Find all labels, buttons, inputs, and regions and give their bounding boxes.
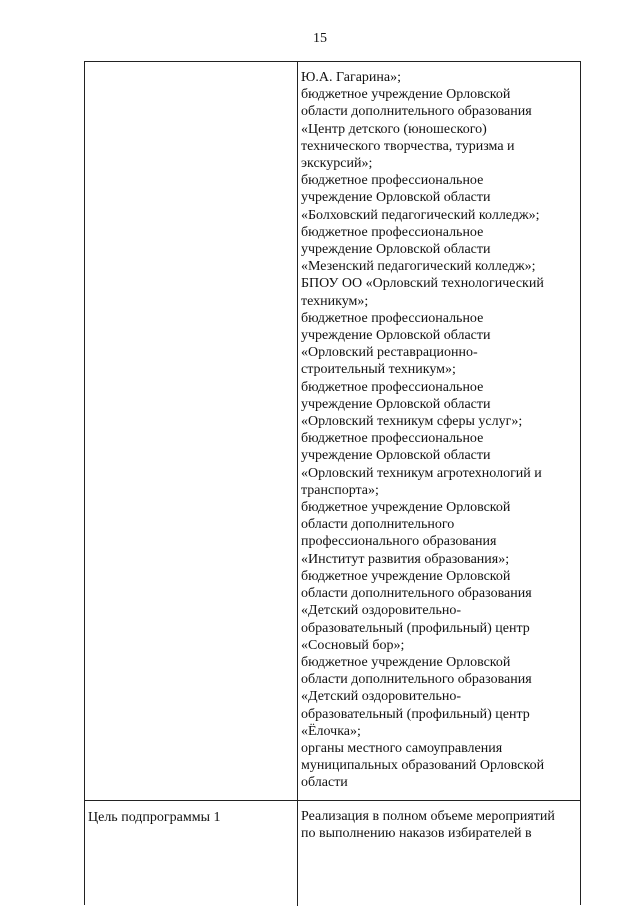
column-divider: [297, 62, 298, 800]
table-row: [85, 801, 580, 906]
text-line: бюджетное учреждение Орловской: [301, 500, 511, 516]
text-line: «Орловский техникум агротехнологий и: [301, 465, 542, 481]
text-line: области дополнительного образования: [301, 586, 532, 602]
text-line: «Институт развития образования»;: [301, 551, 510, 567]
text-line: области: [301, 775, 348, 791]
text-line: бюджетное профессиональное: [301, 431, 484, 447]
text-line: «Детский оздоровительно-: [301, 689, 462, 705]
text-line: муниципальных образований Орловской: [301, 758, 545, 774]
text-line: «Орловский техникум сферы услуг»;: [301, 414, 523, 430]
text-line: учреждение Орловской области: [301, 242, 491, 258]
text-line: по выполнению наказов избирателей в: [301, 826, 532, 842]
text-line: «Орловский реставрационно-: [301, 345, 478, 361]
text-line: бюджетное профессиональное: [301, 224, 484, 240]
text-line: технического творчества, туризма и: [301, 138, 515, 154]
text-line: области дополнительного: [301, 517, 455, 533]
text-line: «Детский оздоровительно-: [301, 603, 462, 619]
text-line: образовательный (профильный) центр: [301, 620, 530, 636]
text-line: бюджетное профессиональное: [301, 310, 484, 326]
program-table: [84, 61, 581, 905]
text-line: техникум»;: [301, 293, 369, 309]
text-line: «Сосновый бор»;: [301, 637, 405, 653]
text-line: «Ёлочка»;: [301, 723, 361, 739]
participants-cell: [301, 69, 577, 792]
text-line: Реализация в полном объеме мероприятий: [301, 809, 555, 824]
text-line: бюджетное профессиональное: [301, 173, 484, 189]
text-line: бюджетное учреждение Орловской: [301, 87, 511, 103]
text-line: строительный техникум»;: [301, 362, 456, 378]
text-line: транспорта»;: [301, 482, 379, 498]
text-line: области дополнительного образования: [301, 672, 532, 688]
subprogram-goal-label: Цель подпрограммы 1: [88, 810, 221, 825]
column-divider: [297, 801, 298, 906]
text-line: «Мезенский педагогический колледж»;: [301, 259, 536, 275]
text-line: учреждение Орловской области: [301, 328, 491, 344]
subprogram-goal-text: [301, 808, 577, 842]
text-line: учреждение Орловской области: [301, 448, 491, 464]
text-line: образовательный (профильный) центр: [301, 706, 530, 722]
table-row: [85, 62, 580, 801]
text-line: БПОУ ОО «Орловский технологический: [301, 276, 544, 292]
text-line: области дополнительного образования: [301, 104, 532, 120]
text-line: «Центр детского (юношеского): [301, 121, 487, 137]
text-line: бюджетное учреждение Орловской: [301, 654, 511, 670]
text-line: Ю.А. Гагарина»;: [301, 70, 402, 85]
text-line: «Болховский педагогический колледж»;: [301, 207, 540, 223]
text-line: учреждение Орловской области: [301, 396, 491, 412]
text-line: профессионального образования: [301, 534, 497, 550]
text-line: бюджетное учреждение Орловской: [301, 568, 511, 584]
text-line: органы местного самоуправления: [301, 740, 503, 756]
text-line: экскурсий»;: [301, 156, 373, 172]
text-line: бюджетное профессиональное: [301, 379, 484, 395]
page-number: 15: [313, 31, 327, 46]
text-line: учреждение Орловской области: [301, 190, 491, 206]
